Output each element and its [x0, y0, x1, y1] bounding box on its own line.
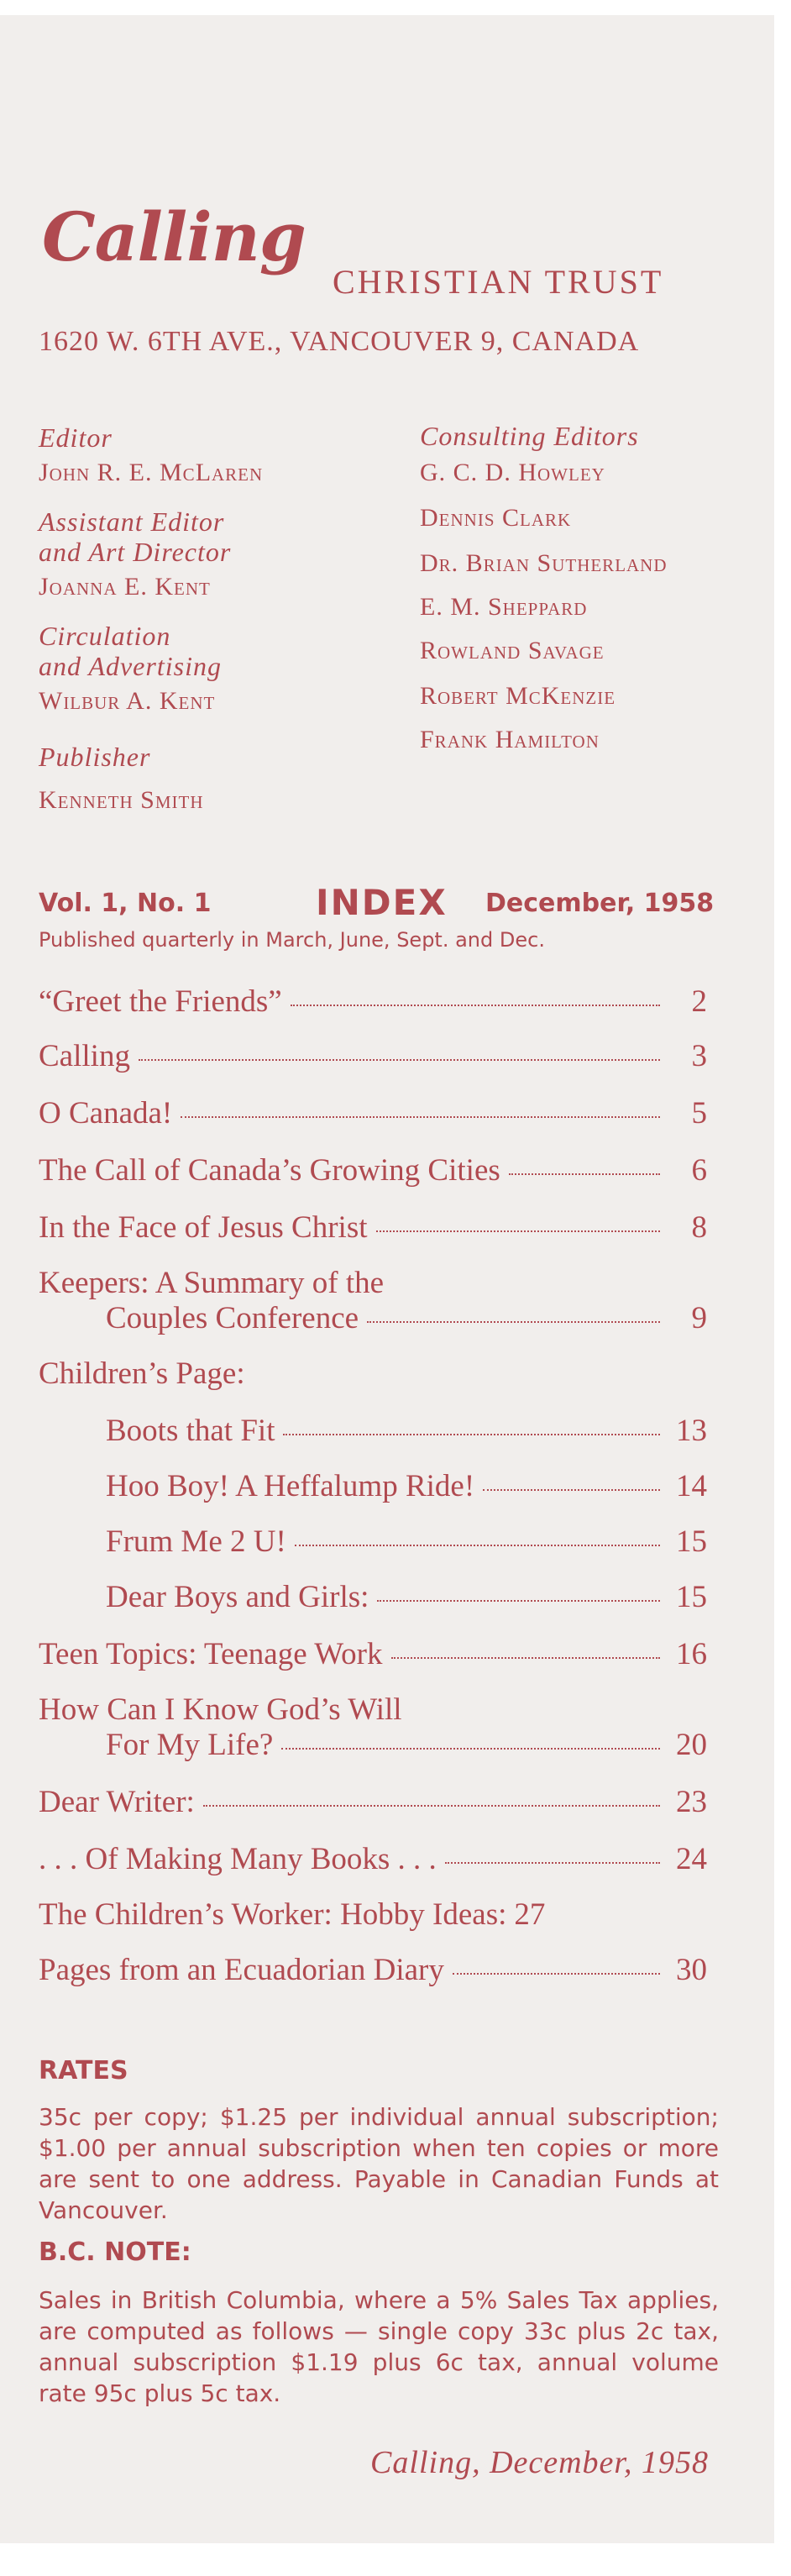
toc-title: Hoo Boy! A Heffalump Ride! — [106, 1469, 475, 1503]
toc-title: Dear Boys and Girls: — [106, 1580, 369, 1614]
consulting-name: Rowland Savage — [420, 637, 605, 664]
dot-leader — [453, 1973, 660, 1975]
toc-title: Boots that Fit — [106, 1414, 275, 1448]
toc-entry[interactable] — [39, 1952, 707, 1988]
toc-page: 8 — [691, 1210, 707, 1245]
toc-title: Frum Me 2 U! — [106, 1524, 286, 1559]
consulting-name: G. C. D. Howley — [420, 459, 605, 486]
toc-page: 5 — [691, 1096, 707, 1131]
dot-leader — [181, 1116, 660, 1118]
consulting-name: Frank Hamilton — [420, 726, 600, 753]
circulation-name: Wilbur A. Kent — [39, 687, 216, 715]
volume-number: Vol. 1, No. 1 — [39, 889, 212, 918]
toc-page: 16 — [676, 1637, 707, 1671]
toc-entry[interactable] — [39, 1636, 707, 1672]
toc-entry[interactable] — [39, 1784, 707, 1820]
toc-title[interactable]: How Can I Know God’s Will — [39, 1692, 402, 1727]
toc-page: 24 — [676, 1842, 707, 1876]
dot-leader — [291, 1005, 660, 1006]
toc-entry[interactable] — [106, 1727, 707, 1763]
circulation-role-2: and Advertising — [39, 651, 222, 681]
toc-page: 9 — [691, 1301, 707, 1335]
toc-page: 23 — [676, 1785, 707, 1819]
consulting-name: E. M. Sheppard — [420, 593, 588, 621]
dot-leader — [509, 1173, 660, 1175]
publisher-role: Publisher — [39, 742, 151, 772]
toc-title: O Canada! — [39, 1096, 173, 1131]
dot-leader — [391, 1657, 661, 1659]
toc-title-continued: For My Life? — [106, 1728, 274, 1762]
toc-entry[interactable] — [39, 1209, 707, 1246]
consulting-name: Robert McKenzie — [420, 682, 616, 710]
dot-leader — [295, 1545, 660, 1546]
toc-title: Dear Writer: — [39, 1785, 195, 1819]
dot-leader — [281, 1748, 660, 1750]
toc-entry[interactable] — [106, 1413, 707, 1449]
dot-leader — [283, 1434, 660, 1435]
toc-title: The Children’s Worker: Hobby Ideas: — [39, 1897, 507, 1932]
editor-role: Editor — [39, 422, 113, 453]
assistant-role-2: and Art Director — [39, 537, 232, 567]
toc-title: “Greet the Friends” — [39, 984, 282, 1019]
toc-page: 3 — [691, 1039, 707, 1073]
toc-entry[interactable] — [106, 1524, 707, 1560]
consulting-name: Dr. Brian Sutherland — [420, 549, 668, 577]
consulting-name: Dennis Clark — [420, 504, 572, 532]
dot-leader — [483, 1489, 660, 1491]
rates-text: 35c per copy; $1.25 per individual annual subscription; $1.00 per annual subscription when ten copies or more are sent to one address. Payable in Canadian Funds at Vancouver. — [39, 2103, 719, 2224]
toc-page: 15 — [676, 1524, 707, 1559]
toc-entry[interactable] — [39, 1095, 707, 1131]
issue-date: December, 1958 — [485, 889, 715, 918]
toc-title[interactable]: Keepers: A Summary of the — [39, 1266, 385, 1300]
toc-page: 6 — [691, 1153, 707, 1188]
toc-title: In the Face of Jesus Christ — [39, 1210, 368, 1245]
toc-entry[interactable] — [106, 1579, 707, 1615]
circulation-role: Circulation — [39, 621, 171, 651]
bc-note-heading: B.C. NOTE: — [39, 2238, 191, 2267]
publisher-name: Kenneth Smith — [39, 786, 204, 814]
toc-title: . . . Of Making Many Books . . . — [39, 1842, 437, 1876]
toc-section-heading[interactable]: Children’s Page: — [39, 1356, 245, 1391]
index-page — [0, 15, 774, 2543]
toc-entry[interactable] — [39, 984, 707, 1020]
toc-page: 20 — [676, 1728, 707, 1762]
dot-leader — [203, 1805, 660, 1807]
toc-page: 27 — [514, 1897, 546, 1932]
toc-entry[interactable] — [39, 1152, 707, 1188]
dot-leader — [377, 1600, 660, 1602]
toc-entry[interactable] — [106, 1468, 707, 1504]
toc-page: 15 — [676, 1580, 707, 1614]
toc-title: Pages from an Ecuadorian Diary — [39, 1953, 444, 1987]
consulting-role: Consulting Editors — [420, 421, 639, 451]
publication-schedule: Published quarterly in March, June, Sept. and Dec. — [39, 928, 545, 952]
toc-page: 2 — [691, 984, 707, 1019]
bc-note-text: Sales in British Columbia, where a 5% Sales Tax applies, are computed as follows — single copy 33c plus 2c tax, annual subscription $1.19 plus 6c tax, annual volume rate 95c plus 5c tax. — [39, 2286, 719, 2407]
address: 1620 W. 6TH AVE., VANCOUVER 9, CANADA — [39, 326, 640, 357]
editor-name: John R. E. McLaren — [39, 459, 264, 486]
dot-leader — [445, 1862, 660, 1864]
rates-heading: RATES — [39, 2056, 128, 2085]
toc-title-continued: Couples Conference — [106, 1301, 359, 1335]
calling-logo: Calling — [42, 197, 306, 276]
toc-page: 14 — [676, 1469, 707, 1503]
index-title: INDEX — [316, 882, 448, 923]
assistant-role: Assistant Editor — [39, 506, 225, 537]
toc-entry[interactable] — [39, 1841, 707, 1877]
toc-page: 13 — [676, 1414, 707, 1448]
dot-leader — [139, 1059, 660, 1061]
footer-issue-line: Calling, December, 1958 — [370, 2445, 709, 2480]
assistant-name: Joanna E. Kent — [39, 573, 211, 601]
toc-entry[interactable] — [39, 1038, 707, 1074]
org-name: CHRISTIAN TRUST — [333, 263, 664, 301]
toc-entry[interactable] — [106, 1300, 707, 1336]
toc-title: Teen Topics: Teenage Work — [39, 1637, 383, 1671]
toc-title: Calling — [39, 1039, 130, 1073]
toc-title: The Call of Canada’s Growing Cities — [39, 1153, 500, 1188]
dot-leader — [367, 1321, 660, 1323]
toc-page: 30 — [676, 1953, 707, 1987]
toc-entry[interactable] — [39, 1897, 707, 1933]
dot-leader — [376, 1230, 660, 1232]
